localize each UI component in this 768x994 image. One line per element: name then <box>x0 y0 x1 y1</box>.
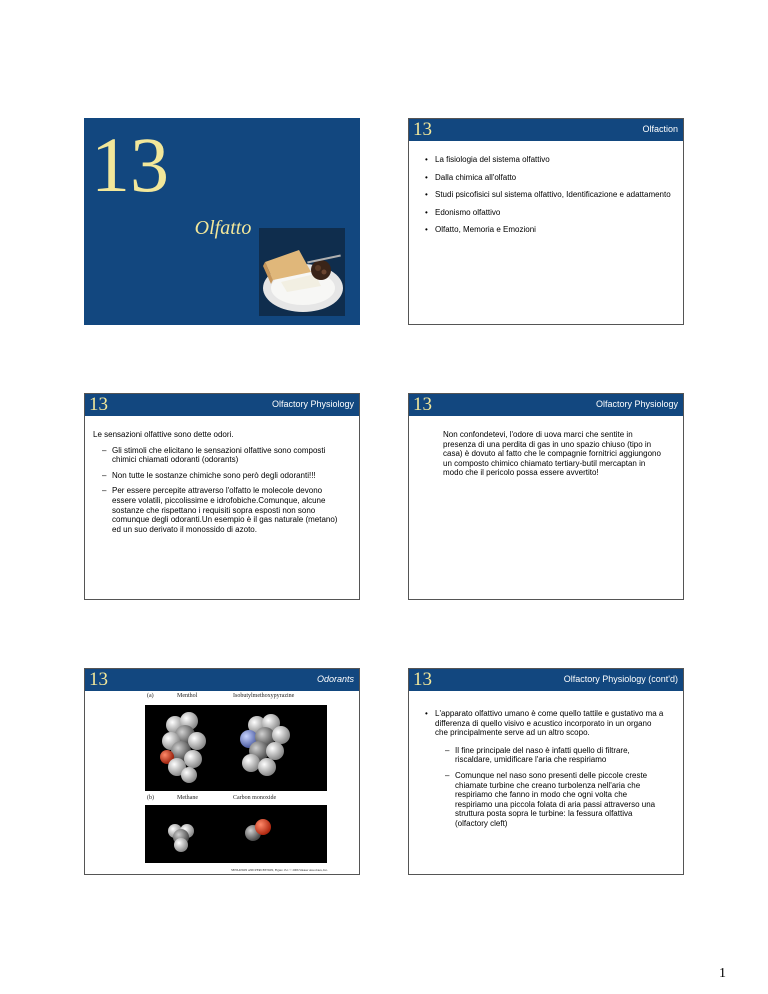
list-item: – Non tutte le sostanze chimiche sono però degli odoranti!!! <box>102 471 345 481</box>
bullet-list <box>423 709 665 738</box>
slide-header <box>409 119 683 141</box>
list-item: • Edonismo olfattivo <box>423 208 671 218</box>
list-item: – Per essere percepite attraverso l'olfatto le molecole devono essere volatili, piccolissime e idrofobiche.Comunque, alcune sostanze che rispettano i requisiti sopra esposti non sono comunque degli odoranti.Un esempio è il gas naturale (metano) ed un suo derivato il monossido di azoto. <box>102 486 345 534</box>
carbon-monoxide-label: Carbon monoxide <box>233 795 277 801</box>
molecule-models-icon <box>145 705 327 791</box>
slide-number: 13 <box>89 669 108 690</box>
bullet-list <box>423 155 671 235</box>
slide-odorants <box>84 668 360 875</box>
list-item: • Dalla chimica all'olfatto <box>423 173 671 183</box>
slide-title <box>84 118 360 325</box>
slide-header-title: Olfaction <box>642 124 678 134</box>
slide-header-title: Olfactory Physiology (cont'd) <box>563 674 678 684</box>
list-item: • Olfatto, Memoria e Emozioni <box>423 225 671 235</box>
slide-header-title: Odorants <box>316 674 354 684</box>
odorant-molecules-figure <box>135 691 331 875</box>
list-item: • La fisiologia del sistema olfattivo <box>423 155 671 165</box>
methane-label: Methane <box>177 795 198 801</box>
intro-text: Le sensazioni olfattive sono dette odori. <box>93 430 234 439</box>
slide-olfactory-physiology-contd <box>408 668 684 875</box>
slide-number: 13 <box>413 119 432 140</box>
list-item: • Studi psicofisici sul sistema olfattivo, Identificazione e adattamento <box>423 190 671 200</box>
figure-panel-b <box>145 805 327 863</box>
panel-b-label: (b) <box>147 795 154 801</box>
slide-olfactory-physiology-2 <box>408 393 684 600</box>
paragraph-text: Non confondetevi, l'odore di uova marci che sentite in presenza di una perdita di gas in uno spazio chiuso (tipo in casa) è dovuto al fatto che le compagnie fornitrici aggiungono un composto chimico chiamato tertiary-butil mercaptan in modo che il pericolo possa essere avvertito! <box>443 430 661 478</box>
figure-panel-a <box>145 705 327 791</box>
slide-header-title: Olfactory Physiology <box>595 399 678 409</box>
slide-header <box>409 394 683 416</box>
list-item: • L'apparato olfattivo umano è come quello tattile e gustativo ma a differenza di quello visivo e acustico incorporato in un organo che principalmente serve ad un altro scopo. <box>423 709 665 738</box>
slide-header <box>85 669 359 691</box>
slide-header <box>85 394 359 416</box>
panel-a-label: (a) <box>147 693 154 699</box>
dash-list <box>423 746 665 829</box>
list-item: – Gli stimoli che elicitano le sensazioni olfattive sono composti chimici chiamati odoranti (odorants) <box>102 446 345 465</box>
page-number: 1 <box>719 966 726 981</box>
slide-number: 13 <box>89 394 108 415</box>
slide-number: 13 <box>413 669 432 690</box>
dash-list <box>93 446 345 535</box>
list-item: – Il fine principale del naso è infatti quello di filtrare, riscaldare, umidificare l'aria che respiriamo <box>445 746 665 765</box>
menthol-label: Menthol <box>177 693 198 699</box>
chapter-number: 13 <box>91 121 169 208</box>
small-molecule-models-icon <box>145 805 327 863</box>
slide-olfaction <box>408 118 684 325</box>
list-item: – Comunque nel naso sono presenti delle piccole creste chiamate turbine che creano turbolenza nell'aria che respiriamo che fanno in modo che ogni volta che respiriamo una piccola folata di aria passi attraverso una struttura posta sopra le turbine: la fessura olfattiva (olfactory cleft) <box>445 771 665 829</box>
slide-olfactory-physiology-1 <box>84 393 360 600</box>
cheese-and-truffle-photo-icon <box>259 228 345 316</box>
slide-number: 13 <box>413 394 432 415</box>
slide-title-text: Olfatto <box>194 217 252 239</box>
figure-caption: SENSATION AND PERCEPTION, Figure 13.1 © 2006 Sinauer Associates, Inc. <box>231 868 328 872</box>
slide-header-title: Olfactory Physiology <box>271 399 354 409</box>
isobutylmethoxypyrazine-label: Isobutylmethoxypyrazine <box>233 693 295 699</box>
slide-header <box>409 669 683 691</box>
